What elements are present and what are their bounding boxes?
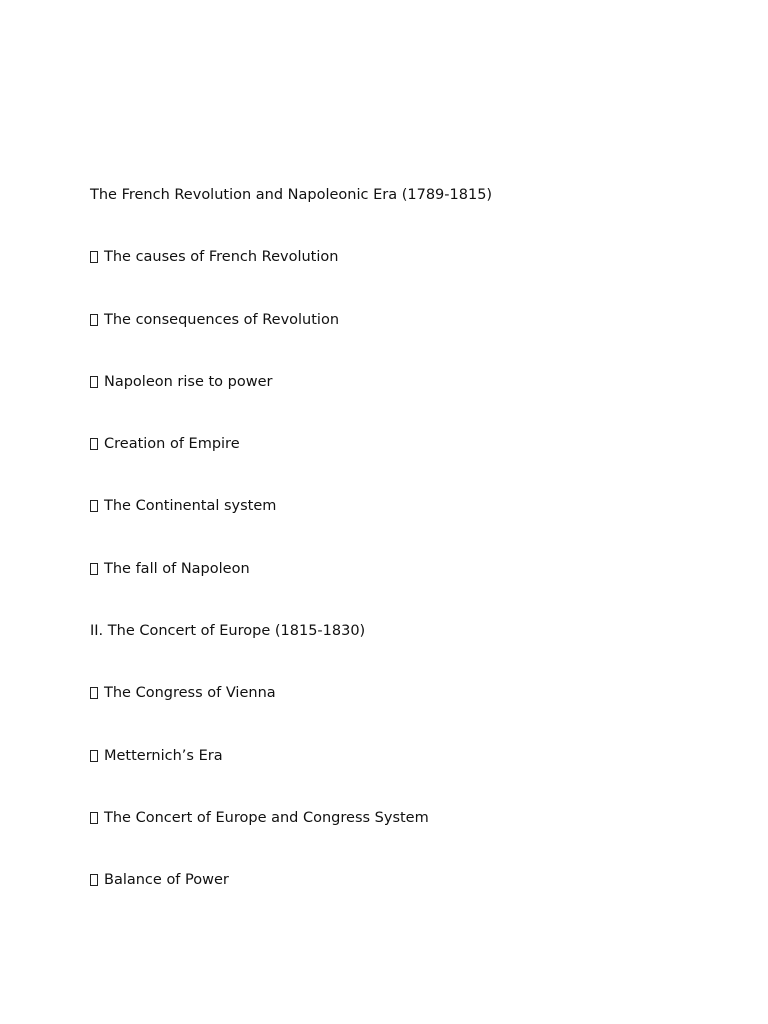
list-item bbox=[90, 683, 730, 745]
missing-glyph-box-icon bbox=[90, 563, 98, 575]
list-item bbox=[90, 808, 730, 870]
list-item-text: Napoleon rise to power bbox=[104, 373, 273, 390]
list-item bbox=[90, 870, 730, 932]
list-item bbox=[90, 496, 730, 558]
list-item-text: Balance of Power bbox=[104, 872, 229, 889]
list-item bbox=[90, 310, 730, 372]
list-item bbox=[90, 746, 730, 808]
missing-glyph-box-icon bbox=[90, 812, 98, 824]
list-item-text: Metternich’s Era bbox=[104, 747, 223, 764]
outline bbox=[90, 185, 730, 933]
list-item-text: The fall of Napoleon bbox=[104, 560, 250, 577]
heading-text: The French Revolution and Napoleonic Era (1789-1815) bbox=[90, 187, 493, 203]
section-heading bbox=[90, 621, 730, 683]
missing-glyph-box-icon bbox=[90, 251, 98, 263]
missing-glyph-box-icon bbox=[90, 500, 98, 512]
list-item-text: The consequences of Revolution bbox=[104, 311, 340, 328]
list-item bbox=[90, 372, 730, 434]
list-item-text: Creation of Empire bbox=[104, 436, 240, 453]
missing-glyph-box-icon bbox=[90, 750, 98, 762]
missing-glyph-box-icon bbox=[90, 687, 98, 699]
list-item-text: The Concert of Europe and Congress System bbox=[104, 809, 429, 826]
missing-glyph-box-icon bbox=[90, 874, 98, 886]
list-item-text: The Continental system bbox=[104, 498, 277, 515]
list-item bbox=[90, 247, 730, 309]
missing-glyph-box-icon bbox=[90, 376, 98, 388]
list-item bbox=[90, 434, 730, 496]
list-item-text: The causes of French Revolution bbox=[104, 249, 339, 266]
list-item bbox=[90, 559, 730, 621]
section-heading bbox=[90, 185, 730, 247]
missing-glyph-box-icon bbox=[90, 438, 98, 450]
heading-text: II. The Concert of Europe (1815-1830) bbox=[90, 623, 366, 640]
list-item-text: The Congress of Vienna bbox=[104, 685, 276, 702]
missing-glyph-box-icon bbox=[90, 314, 98, 326]
